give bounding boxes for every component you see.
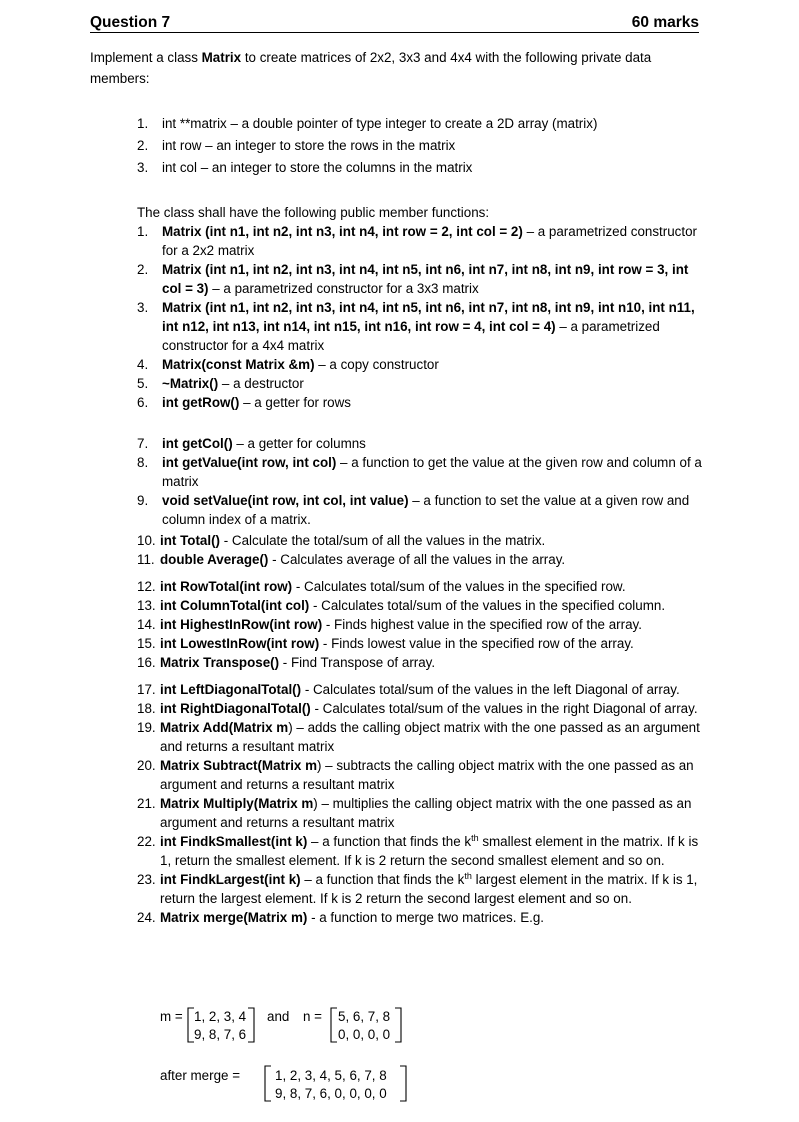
item-number: 2. (137, 138, 149, 153)
function-signature: int RightDiagonalTotal() (160, 701, 311, 716)
functions-list-part2 (137, 434, 707, 529)
function-signature: ~Matrix() (162, 376, 219, 391)
list-item (137, 393, 707, 412)
list-item (137, 832, 712, 870)
function-description: – a destructor (218, 376, 304, 391)
private-members-list (137, 114, 707, 180)
function-signature: Matrix Transpose() (160, 655, 280, 670)
function-signature: int HighestInRow(int row) (160, 617, 323, 632)
list-item (137, 374, 707, 393)
function-signature: Matrix(const Matrix &m) (162, 357, 315, 372)
item-number: 19. (137, 720, 156, 735)
function-signature: int ColumnTotal(int col) (160, 598, 310, 613)
list-item (137, 298, 707, 355)
function-description: - Calculates total/sum of the values in the specified row. (292, 579, 626, 594)
function-description: - Calculates total/sum of the values in the right Diagonal of array. (310, 701, 698, 716)
item-number: 18. (137, 701, 156, 716)
n-label: n = (303, 1009, 322, 1024)
list-item (137, 680, 712, 699)
function-signature: int LeftDiagonalTotal() (160, 682, 302, 697)
item-number: 9. (137, 493, 149, 508)
list-item (137, 550, 712, 569)
item-number: 1. (137, 224, 149, 239)
list-item (137, 577, 712, 596)
function-signature: int getCol() (162, 436, 233, 451)
list-item (137, 634, 712, 653)
function-signature: Matrix Subtract(Matrix m (160, 758, 317, 773)
list-item (137, 653, 712, 672)
functions-list-part3 (137, 531, 712, 927)
function-description: ) – adds the calling object matrix with the one passed as an argument and returns a resultant matrix (160, 720, 700, 754)
function-description: – a parametrized constructor for a 4x4 matrix (162, 319, 660, 353)
item-text: int col – an integer to store the columns in the matrix (162, 160, 473, 175)
function-description: – a function to get the value at the given row and column of a matrix (162, 455, 702, 489)
function-signature: int FindkSmallest(int k) (160, 834, 308, 849)
item-number: 12. (137, 579, 156, 594)
question-header (90, 12, 699, 33)
function-signature: Matrix merge(Matrix m) (160, 910, 308, 925)
list-spacer (137, 672, 712, 680)
n-row-2: 0, 0, 0, 0 (338, 1027, 391, 1042)
list-item (137, 114, 707, 133)
item-text: int row – an integer to store the rows in the matrix (162, 138, 456, 153)
item-number: 8. (137, 455, 149, 470)
item-number: 4. (137, 357, 149, 372)
item-number: 3. (137, 300, 149, 315)
function-signature: Matrix (int n1, int n2, int n3, int n4, int row = 2, int col = 2) (162, 224, 523, 239)
function-description: – a parametrized constructor for a 2x2 matrix (162, 224, 698, 258)
function-signature: int FindkLargest(int k) (160, 872, 301, 887)
item-number: 3. (137, 160, 149, 175)
function-description: – a parametrized constructor for a 3x3 matrix (208, 281, 479, 296)
function-signature: int Total() (160, 533, 220, 548)
result-row-1: 1, 2, 3, 4, 5, 6, 7, 8 (275, 1068, 387, 1083)
item-number: 7. (137, 436, 149, 451)
function-description: - a function to merge two matrices. E.g. (307, 910, 545, 925)
function-description: – a copy constructor (314, 357, 439, 372)
function-description: - Calculates average of all the values in the array. (268, 552, 566, 567)
list-spacer (137, 569, 712, 577)
functions-list-part1 (137, 222, 707, 412)
list-item (137, 870, 712, 908)
item-number: 15. (137, 636, 156, 651)
function-description: - Finds highest value in the specified row of the array. (322, 617, 642, 632)
list-item (137, 453, 707, 491)
public-intro: The class shall have the following public member functions: (137, 205, 490, 220)
item-number: 24. (137, 910, 156, 925)
question-title: Question 7 (90, 14, 171, 31)
list-item (137, 596, 712, 615)
function-signature: int getValue(int row, int col) (162, 455, 337, 470)
m-row-1: 1, 2, 3, 4 (194, 1009, 247, 1024)
function-description-cont: largest element in the matrix. If k is 1, return the largest element. If k is 2 return the second largest element and so on. (160, 872, 698, 906)
item-number: 20. (137, 758, 156, 773)
function-description: ) – multiplies the calling object matrix with the one passed as an argument and returns a resultant matrix (160, 796, 692, 830)
after-merge-label: after merge = (160, 1068, 241, 1083)
function-description: – a function that finds the k (300, 872, 465, 887)
function-signature: int RowTotal(int row) (160, 579, 293, 594)
item-number: 6. (137, 395, 149, 410)
list-item (137, 699, 712, 718)
list-item (137, 222, 707, 260)
item-number: 13. (137, 598, 156, 613)
item-number: 1. (137, 116, 149, 131)
function-signature: void setValue(int row, int col, int value) (162, 493, 409, 508)
function-signature: Matrix Add(Matrix m (160, 720, 289, 735)
question-marks: 60 marks (631, 14, 699, 31)
function-description: - Calculate the total/sum of all the values in the matrix. (220, 533, 546, 548)
list-item (137, 718, 712, 756)
result-row-2: 9, 8, 7, 6, 0, 0, 0, 0 (275, 1086, 387, 1101)
item-number: 21. (137, 796, 156, 811)
m-row-2: 9, 8, 7, 6 (194, 1027, 247, 1042)
item-number: 2. (137, 262, 149, 277)
function-description: – a getter for columns (232, 436, 366, 451)
function-signature: int LowestInRow(int row) (160, 636, 320, 651)
function-description: – a function to set the value at a given row and column index of a matrix. (162, 493, 690, 527)
list-item (137, 531, 712, 550)
item-number: 11. (137, 552, 155, 567)
function-description: - Finds lowest value in the specified row of the array. (319, 636, 634, 651)
list-item (137, 434, 707, 453)
function-signature: Matrix Multiply(Matrix m (160, 796, 314, 811)
function-signature: Matrix (int n1, int n2, int n3, int n4, int n5, int n6, int n7, int n8, int n9, int n10, int n11, int n12, int n13, int n14, int n15, int n16, int row = 4, int col = 4) (162, 300, 695, 334)
function-signature: double Average() (160, 552, 269, 567)
list-item (137, 908, 712, 927)
list-item (137, 136, 707, 155)
item-number: 16. (137, 655, 156, 670)
intro-class-name: Matrix (201, 50, 242, 65)
m-label: m = (160, 1009, 183, 1024)
function-signature: int getRow() (162, 395, 240, 410)
intro-paragraph (90, 47, 705, 89)
list-item (137, 794, 712, 832)
superscript: th (471, 833, 479, 843)
function-description: – a function that finds the k (307, 834, 472, 849)
and-label: and (267, 1009, 290, 1024)
superscript: th (464, 871, 472, 881)
item-number: 10. (137, 533, 156, 548)
function-description: ) – subtracts the calling object matrix with the one passed as an argument and returns a resultant matrix (160, 758, 694, 792)
item-number: 5. (137, 376, 149, 391)
item-number: 22. (137, 834, 156, 849)
list-item (137, 260, 707, 298)
function-description: - Calculates total/sum of the values in the left Diagonal of array. (301, 682, 680, 697)
item-number: 23. (137, 872, 156, 887)
function-description-cont: smallest element in the matrix. If k is 1, return the smallest element. If k is 2 return the second smallest element and so on. (160, 834, 699, 868)
list-item (137, 491, 707, 529)
list-item (137, 615, 712, 634)
function-description: - Find Transpose of array. (279, 655, 436, 670)
item-text: int **matrix – a double pointer of type integer to create a 2D array (matrix) (162, 116, 598, 131)
list-item (137, 756, 712, 794)
function-signature: Matrix (int n1, int n2, int n3, int n4, int n5, int n6, int n7, int n8, int n9, int row = 3, int col = 3) (162, 262, 689, 296)
intro-text-post: to create matrices of 2x2, 3x3 and 4x4 with the following private data members: (90, 50, 652, 86)
item-number: 14. (137, 617, 156, 632)
list-item (137, 355, 707, 374)
function-description: - Calculates total/sum of the values in the specified column. (309, 598, 666, 613)
list-item (137, 158, 707, 177)
n-row-1: 5, 6, 7, 8 (338, 1009, 391, 1024)
item-number: 17. (137, 682, 156, 697)
intro-text-pre: Implement a class (90, 50, 202, 65)
function-description: – a getter for rows (239, 395, 351, 410)
